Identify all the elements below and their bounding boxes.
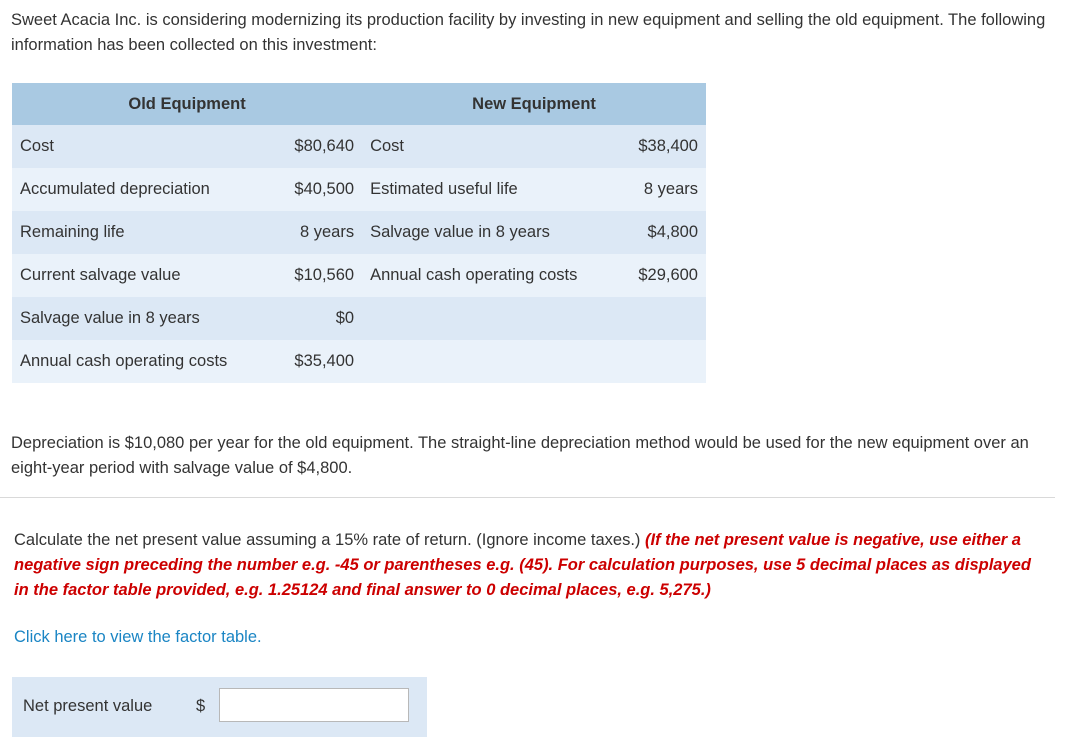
new-label: Salvage value in 8 years	[362, 211, 609, 254]
section-divider	[0, 497, 1055, 498]
new-value: 8 years	[609, 168, 706, 211]
currency-symbol: $	[196, 697, 206, 715]
new-value	[609, 297, 706, 340]
old-value: $10,560	[259, 254, 362, 297]
new-value: $4,800	[609, 211, 706, 254]
new-label: Estimated useful life	[362, 168, 609, 211]
factor-table-link[interactable]: Click here to view the factor table.	[14, 628, 262, 646]
question-instructions: (If the net present value is negative, use either a negative sign preceding the number e.g. -45 or parentheses e.g. (45). For calculation purposes, use 5 decimal places as displayed in the factor table provided, e.g. 1.25124 and final answer to 0 decimal places, e.g. 5,275.)	[14, 531, 1031, 599]
old-value: $0	[259, 297, 362, 340]
new-label: Annual cash operating costs	[362, 254, 609, 297]
table-row	[12, 340, 706, 383]
table-row	[12, 254, 706, 297]
old-value: 8 years	[259, 211, 362, 254]
question-prompt: Calculate the net present value assuming a 15% rate of return. (Ignore income taxes.)	[14, 531, 646, 549]
equipment-table	[12, 83, 706, 383]
npv-input[interactable]	[219, 688, 409, 722]
table-row	[12, 125, 706, 168]
old-label: Accumulated depreciation	[12, 168, 259, 211]
new-value: $38,400	[609, 125, 706, 168]
old-value: $80,640	[259, 125, 362, 168]
old-equipment-header: Old Equipment	[12, 83, 362, 125]
question-text	[14, 528, 1044, 603]
problem-intro: Sweet Acacia Inc. is considering modernizing its production facility by investing in new equipment and selling the old equipment. The following information has been collected on this investment:	[11, 11, 1046, 54]
table-row	[12, 211, 706, 254]
old-value: $40,500	[259, 168, 362, 211]
new-label: Cost	[362, 125, 609, 168]
old-label: Current salvage value	[12, 254, 259, 297]
depreciation-note: Depreciation is $10,080 per year for the old equipment. The straight-line depreciation method would be used for the new equipment over an eight-year period with salvage value of $4,800.	[11, 434, 1029, 477]
new-value: $29,600	[609, 254, 706, 297]
npv-label: Net present value	[23, 697, 153, 715]
old-label: Annual cash operating costs	[12, 340, 259, 383]
answer-panel	[12, 677, 427, 737]
new-label	[362, 297, 609, 340]
old-label: Salvage value in 8 years	[12, 297, 259, 340]
old-value: $35,400	[259, 340, 362, 383]
old-label: Cost	[12, 125, 259, 168]
table-row	[12, 297, 706, 340]
table-row	[12, 168, 706, 211]
table-header-row	[12, 83, 706, 125]
new-equipment-header: New Equipment	[362, 83, 706, 125]
old-label: Remaining life	[12, 211, 259, 254]
new-label	[362, 340, 609, 383]
new-value	[609, 340, 706, 383]
